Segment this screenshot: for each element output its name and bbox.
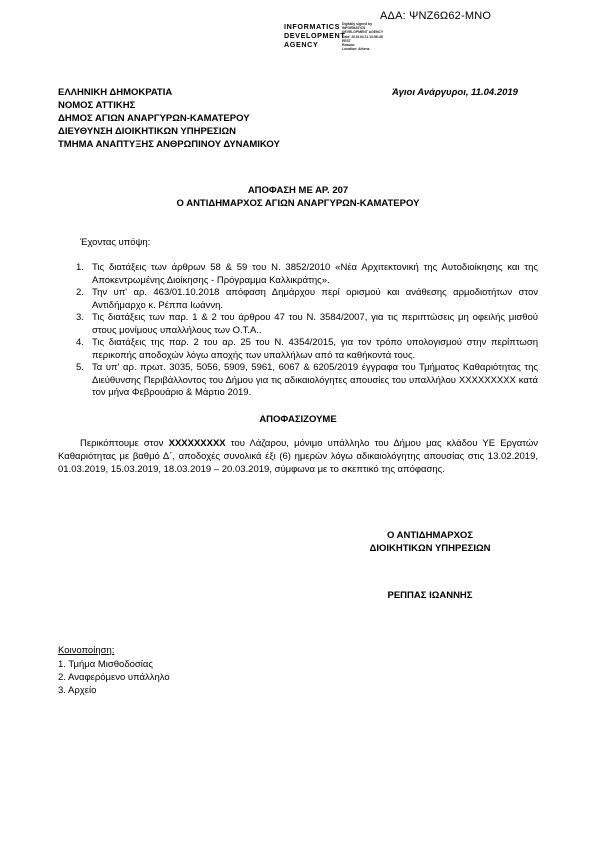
decision-issuer: Ο ΑΝΤΙΔΗΜΑΡΧΟΣ ΑΓΙΩΝ ΑΝΑΡΓΥΡΩΝ-ΚΑΜΑΤΕΡΟΥ — [176, 198, 420, 209]
signature-stamp-line: Date: 2019.04.11 13:56:38 — [342, 34, 383, 39]
recital-text: Τα υπ' αρ. πρωτ. 3035, 5056, 5909, 5961, 6067 & 6205/2019 έγγραφα του Τμήματος Καθαριότητας της Διεύθυνσης Περιβάλλοντος του Δήμου για τις αδικαιολόγητες απουσίες του υπαλλήλου XXXXXXXXX κατά τον μήνα Φεβρουάριο & Μάρτιο 2019. — [92, 362, 538, 398]
digital-signature-stamp — [342, 22, 383, 51]
recital-text: Την υπ' αρ. 463/01.10.2018 απόφαση Δημάρχου περί ορισμού και ανάθεσης αρμοδιοτήτων στον Αντιδήμαρχο κ. Ρέππα Ιωάννη. — [92, 287, 538, 311]
logo-line: DEVELOPMENT — [284, 31, 346, 40]
distribution-list — [58, 658, 170, 697]
decision-title — [58, 184, 538, 210]
authority-line: ΤΜΗΜΑ ΑΝΑΠΤΥΞΗΣ ΑΝΘΡΩΠΙΝΟΥ ΔΥΝΑΜΙΚΟΥ — [58, 139, 280, 150]
authority-line: ΝΟΜΟΣ ΑΤΤΙΚΗΣ — [58, 100, 136, 111]
recital-number: 3. — [76, 312, 84, 323]
issuing-authority — [58, 86, 280, 151]
body-text-rest: του Λάζαρου, μόνιμο υπάλληλο του Δήμου μας κλάδου ΥΕ Εργατών Καθαριότητας με βαθμό Δ΄, αποδοχές συνολικά έξι (6) ημερών λόγω αδικαιολόγητης απουσίας στις 13.02.2019, 01.03.2019, 15.03.2019, 18.03.2019 – 20.03.2019, σύμφωνα με το σκεπτικό της απόφασης. — [58, 438, 538, 475]
recital-item — [58, 362, 538, 400]
distribution-heading: Κοινοποίηση: — [58, 645, 115, 656]
informatics-logo — [284, 22, 345, 49]
logo-line: AGENCY — [284, 40, 319, 49]
recital-item — [58, 337, 538, 362]
distribution-item: 3. Αρχείο — [58, 685, 97, 696]
authority-line: ΔΙΕΥΘΥΝΣΗ ΔΙΟΙΚΗΤΙΚΩΝ ΥΠΗΡΕΣΙΩΝ — [58, 126, 236, 137]
signature-stamp-line: EEST — [342, 38, 351, 43]
authority-line: ΔΗΜΟΣ ΑΓΙΩΝ ΑΝΑΡΓΥΡΩΝ-ΚΑΜΑΤΕΡΟΥ — [58, 113, 250, 124]
signature-stamp-line: Location: Athens — [342, 47, 370, 52]
signatory-role-line: Ο ΑΝΤΙΔΗΜΑΡΧΟΣ — [386, 530, 474, 541]
distribution-item: 1. Τμήμα Μισθοδοσίας — [58, 659, 153, 670]
signature-stamp-line: Reason: — [342, 43, 356, 48]
recital-item — [58, 312, 538, 337]
recital-item — [58, 262, 538, 287]
considering-heading: Έχοντας υπόψη: — [80, 237, 151, 248]
recitals-list — [58, 262, 538, 400]
signatory-role — [330, 529, 530, 555]
recital-item — [58, 287, 538, 312]
body-text-start: Περικόπτουμε στον — [80, 438, 169, 449]
recital-text: Τις διατάξεις των άρθρων 58 & 59 του Ν. 3852/2010 «Νέα Αρχιτεκτονική της Αυτοδιοίκησης και της Αποκεντρωμένης Διοίκησης - Πρόγραμμα Καλλικράτης». — [92, 262, 538, 286]
logo-line: INFORMATICS — [284, 22, 340, 31]
distribution-item: 2. Αναφερόμενο υπάλληλο — [58, 672, 170, 683]
decision-number: ΑΠΟΦΑΣΗ ΜΕ ΑΡ. 207 — [247, 185, 349, 196]
employee-name: XXXXXXXXX — [168, 438, 226, 449]
signatory-role-line: ΔΙΟΙΚΗΤΙΚΩΝ ΥΠΗΡΕΣΙΩΝ — [369, 543, 491, 554]
ada-code: ΑΔΑ: ΨΝΖ6Ω62-ΜΝΟ — [380, 10, 492, 22]
recital-text: Τις διατάξεις των παρ. 1 & 2 του άρθρου 47 του Ν. 3584/2007, για τις περιπτώσεις μη οφειλής μισθού στους μονίμους υπαλλήλους των Ο.Τ.Α.. — [92, 312, 538, 336]
recital-text: Τις διατάξεις της παρ. 2 του αρ. 25 του Ν. 4354/2015, για τον τρόπο υπολογισμού στην περίπτωση περικοπής αποδοχών λόγω αποχής των υπαλλήλων από τα καθήκοντά τους. — [92, 337, 538, 361]
recital-number: 1. — [76, 262, 84, 273]
document-date: Άγιοι Ανάργυροι, 11.04.2019 — [392, 87, 518, 98]
signature-stamp-line: INFORMATICS — [342, 26, 366, 31]
recital-number: 5. — [76, 362, 84, 373]
authority-line: ΕΛΛΗΝΙΚΗ ΔΗΜΟΚΡΑΤΙΑ — [58, 87, 173, 98]
recital-number: 4. — [76, 337, 84, 348]
signatory-name: ΡΕΠΠΑΣ ΙΩΑΝΝΗΣ — [387, 590, 473, 601]
signature-stamp-line: Digitally signed by — [342, 22, 372, 26]
decision-heading: ΑΠΟΦΑΣΙΖΟΥΜΕ — [259, 414, 337, 425]
signature-stamp-line: DEVELOPMENT AGENCY — [342, 30, 384, 35]
recital-number: 2. — [76, 287, 84, 298]
decision-body — [58, 437, 538, 476]
